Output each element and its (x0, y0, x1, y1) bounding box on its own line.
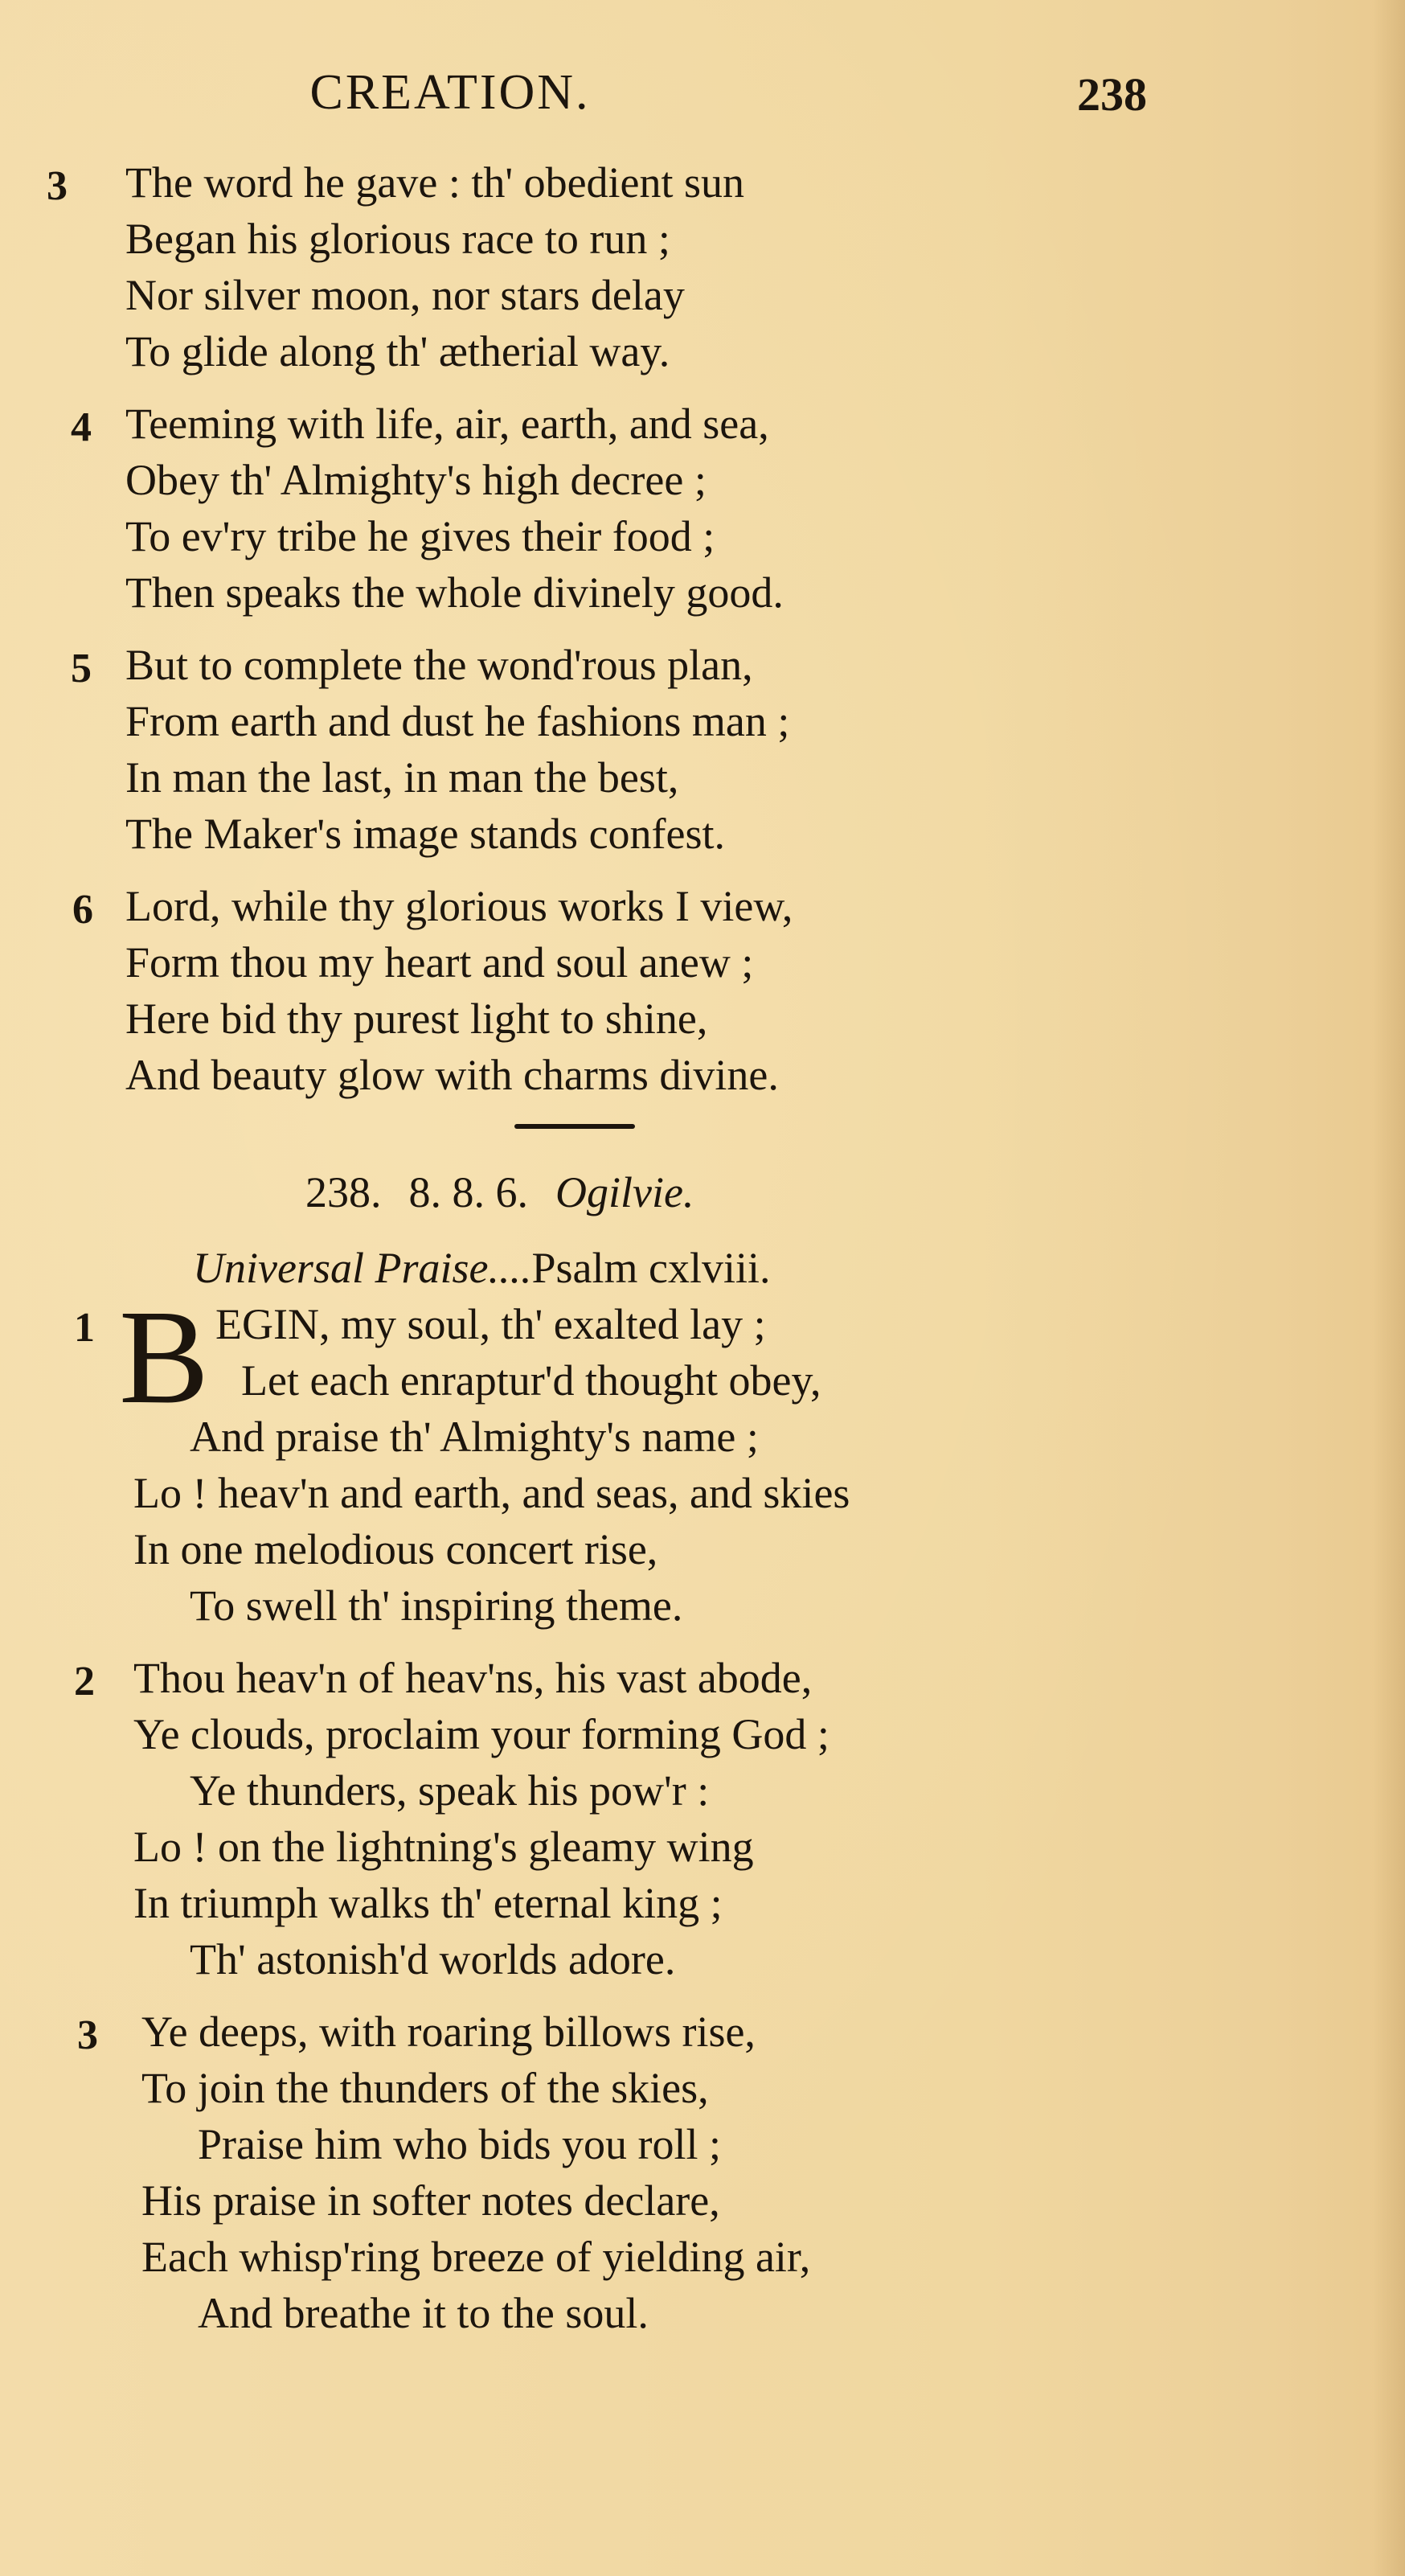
verse-line: Lo ! on the lightning's gleamy wing (133, 1823, 754, 1871)
verse-line: The word he gave : th' obedient sun (125, 158, 745, 207)
verse-line: And breathe it to the soul. (198, 2289, 649, 2337)
verse-line: To glide along th' ætherial way. (125, 327, 670, 375)
verse-line: EGIN, my soul, th' exalted lay ; (215, 1300, 766, 1348)
verse-line: Lo ! heav'n and earth, and seas, and skies (133, 1469, 850, 1517)
verse-line: To ev'ry tribe he gives their food ; (125, 512, 715, 560)
verse-line: And praise th' Almighty's name ; (190, 1413, 759, 1461)
verse-line: Ye deeps, with roaring billows rise, (141, 2008, 756, 2056)
verse-line: Ye thunders, speak his pow'r : (190, 1766, 710, 1815)
stanza-number: 3 (77, 2012, 98, 2058)
verse-line: Began his glorious race to run ; (125, 215, 670, 263)
stanza-number: 1 (74, 1305, 95, 1351)
verse-line: Ye clouds, proclaim your forming God ; (133, 1710, 829, 1758)
verse-line: Here bid thy purest light to shine, (125, 995, 708, 1043)
stanza-number: 3 (47, 163, 68, 209)
verse-line: To swell th' inspiring theme. (190, 1581, 683, 1630)
verse-line: From earth and dust he fashions man ; (125, 697, 790, 745)
hymn-heading (305, 1167, 694, 1217)
tune-name: Ogilvie. (555, 1168, 694, 1216)
verse-line: In one melodious concert rise, (133, 1525, 658, 1573)
verse-line: And beauty glow with charms divine. (125, 1051, 779, 1099)
hymn-subtitle (193, 1243, 770, 1293)
page-edge-shading (1373, 0, 1405, 2576)
verse-line: Nor silver moon, nor stars delay (125, 271, 685, 319)
verse-line: Teeming with life, air, earth, and sea, (125, 400, 769, 448)
verse-line: Lord, while thy glorious works I view, (125, 882, 793, 930)
hymn-number: 238. (305, 1168, 382, 1216)
stanza-number: 4 (71, 404, 92, 450)
verse-line: Obey th' Almighty's high decree ; (125, 456, 707, 504)
verse-line: Th' astonish'd worlds adore. (190, 1935, 676, 1983)
hymn-subject: Universal Praise.... (193, 1244, 532, 1292)
stanza-number: 2 (74, 1659, 95, 1704)
verse-line: But to complete the wond'rous plan, (125, 641, 753, 689)
drop-cap: B (119, 1282, 210, 1432)
section-divider (514, 1124, 635, 1129)
stanza-number: 6 (72, 887, 93, 933)
hymn-meter: 8. 8. 6. (408, 1168, 528, 1216)
verse-line: To join the thunders of the skies, (141, 2064, 709, 2112)
verse-line: Praise him who bids you roll ; (198, 2120, 721, 2168)
verse-line: In man the last, in man the best, (125, 753, 679, 802)
verse-line: Let each enraptur'd thought obey, (241, 1356, 821, 1405)
verse-line: Then speaks the whole divinely good. (125, 568, 784, 617)
verse-line: Form thou my heart and soul anew ; (125, 938, 754, 987)
verse-line: His praise in softer notes declare, (141, 2176, 720, 2225)
verse-line: Thou heav'n of heav'ns, his vast abode, (133, 1654, 813, 1702)
verse-line: Each whisp'ring breeze of yielding air, (141, 2233, 811, 2281)
stanza-number: 5 (71, 646, 92, 691)
running-header-title: CREATION. (309, 65, 591, 120)
verse-line: In triumph walks th' eternal king ; (133, 1879, 723, 1927)
verse-line: The Maker's image stands confest. (125, 810, 726, 858)
page-number: 238 (1077, 68, 1147, 121)
psalm-reference: Psalm cxlviii. (531, 1244, 771, 1292)
